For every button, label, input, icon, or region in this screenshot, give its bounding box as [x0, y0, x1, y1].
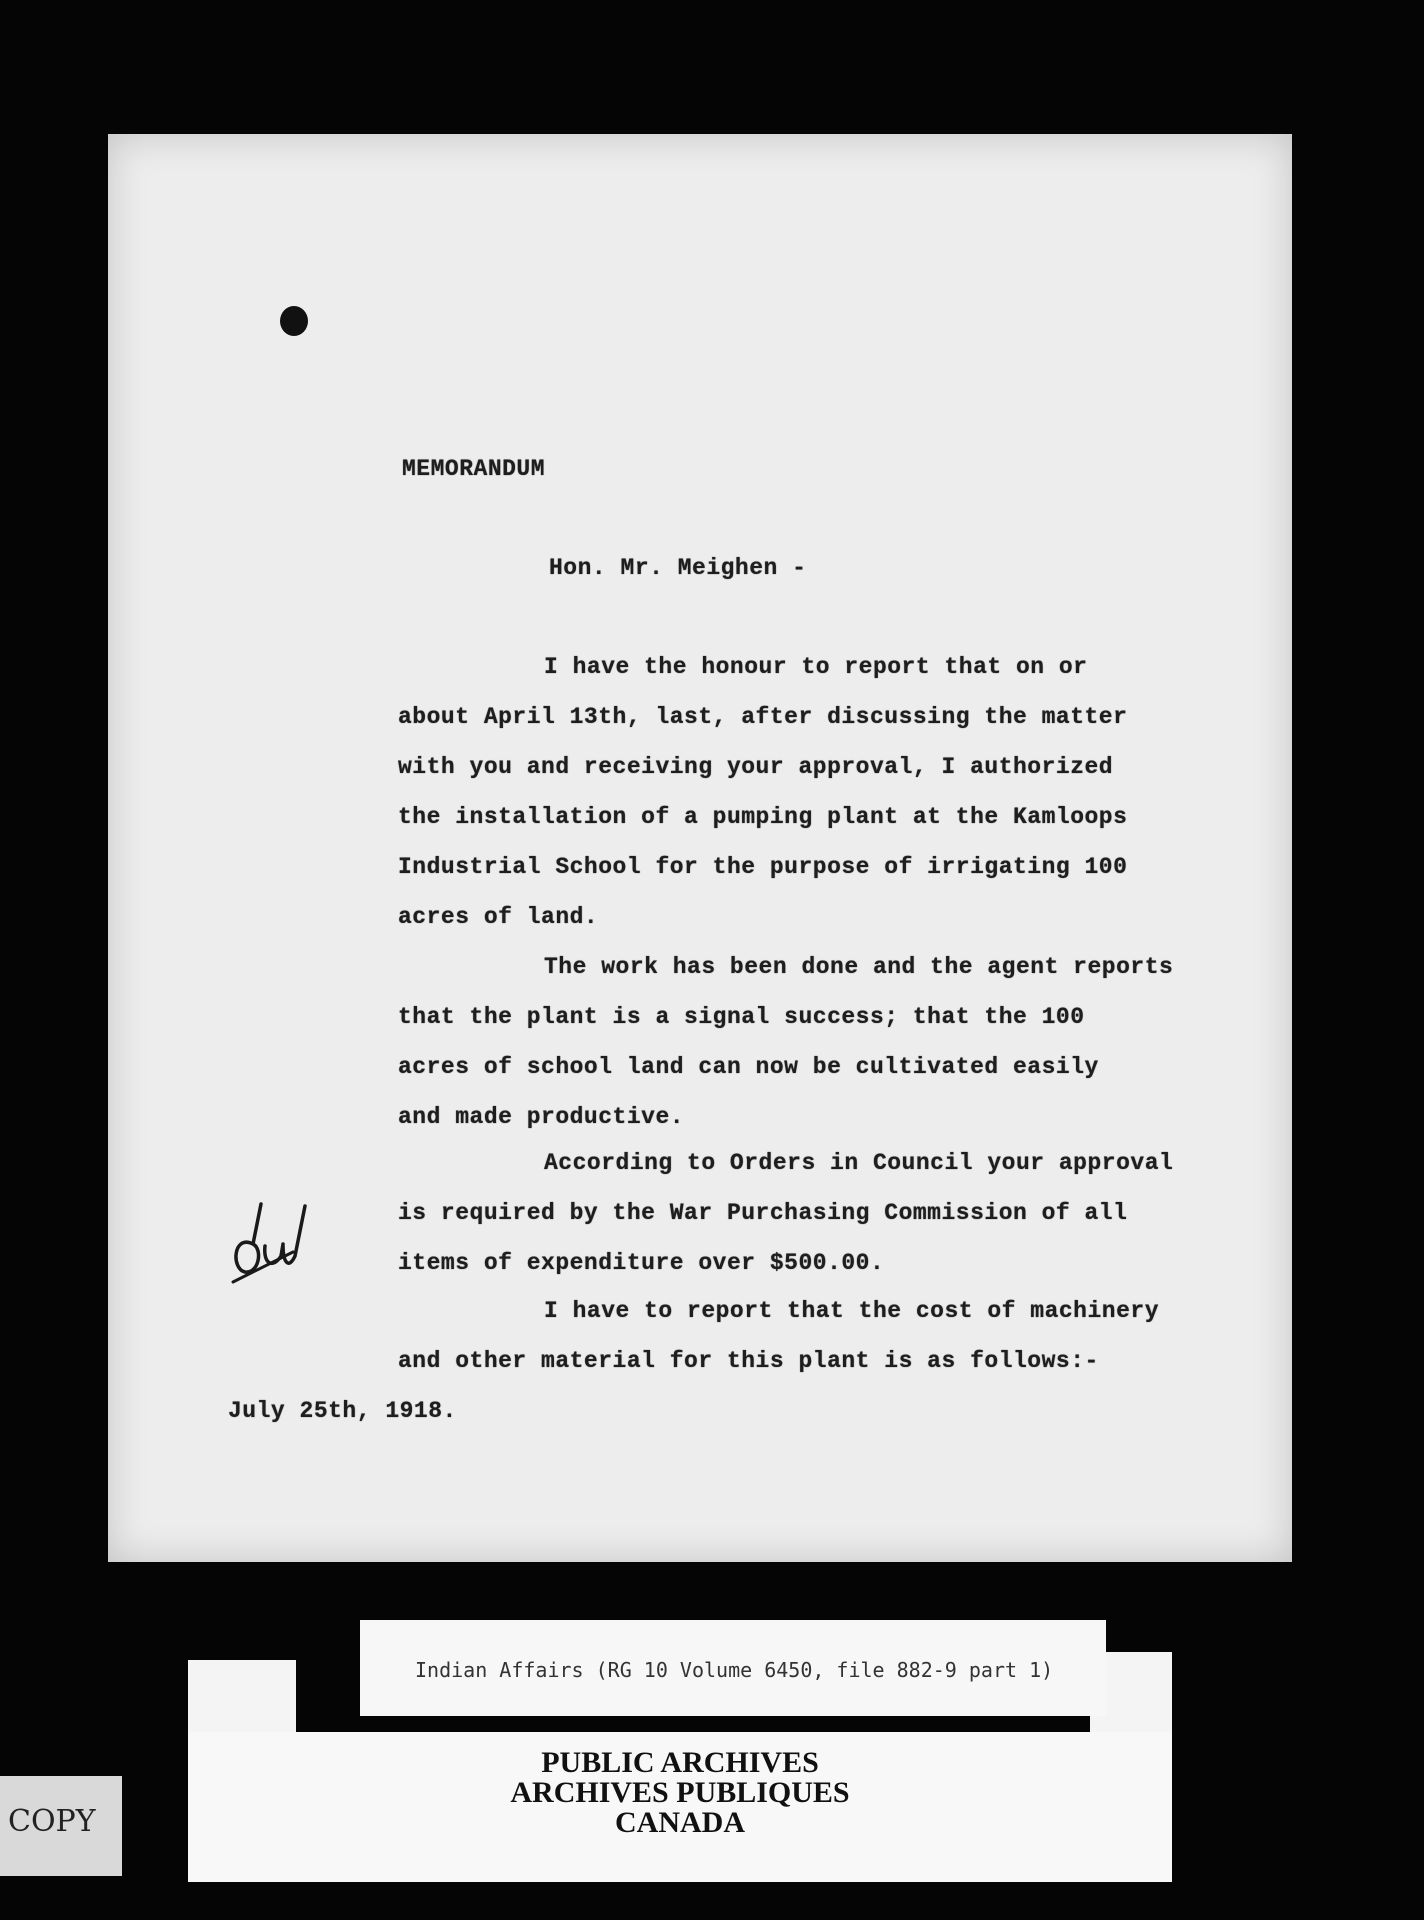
paragraph-line: The work has been done and the agent reports [544, 954, 1174, 980]
paragraph-line: I have the honour to report that on or [544, 654, 1088, 680]
paragraph-line: with you and receiving your approval, I authorized [398, 754, 1114, 780]
memo-date: July 25th, 1918. [228, 1398, 457, 1424]
stamp-line: CANADA [615, 1806, 745, 1839]
paragraph-line: that the plant is a signal success; that the 100 [398, 1004, 1085, 1030]
paragraph-line: items of expenditure over $500.00. [398, 1250, 885, 1276]
paragraph-line: According to Orders in Council your approval [544, 1150, 1174, 1176]
paragraph-line: is required by the War Purchasing Commission of all [398, 1200, 1128, 1226]
paragraph-line: and made productive. [398, 1104, 685, 1130]
memo-paragraph-3 [398, 1138, 1198, 1288]
handwritten-initials [223, 1194, 323, 1284]
paragraph-line: about April 13th, last, after discussing the matter [398, 704, 1128, 730]
punch-hole [280, 306, 308, 336]
paragraph-line: and other material for this plant is as follows:- [398, 1348, 1099, 1374]
archive-label-left [188, 1660, 296, 1738]
memo-page [108, 134, 1292, 1562]
archive-stamp [188, 1732, 1172, 1882]
memo-paragraph-1 [398, 642, 1198, 942]
stamp-line: ARCHIVES PUBLIQUES [510, 1776, 850, 1809]
memo-heading: MEMORANDUM [402, 456, 546, 482]
memo-paragraph-4 [398, 1286, 1198, 1386]
archive-reference: Indian Affairs (RG 10 Volume 6450, file 882-9 part 1) [415, 1658, 1054, 1682]
paragraph-line: I have to report that the cost of machinery [544, 1298, 1159, 1324]
copy-tag-text: COPY [8, 1804, 96, 1839]
paragraph-line: acres of land. [398, 904, 599, 930]
memo-paragraph-2 [398, 942, 1198, 1142]
stamp-line: PUBLIC ARCHIVES [541, 1746, 819, 1779]
copy-tag [0, 1776, 122, 1876]
paragraph-line: acres of school land can now be cultivated easily [398, 1054, 1099, 1080]
memo-salutation: Hon. Mr. Meighen - [549, 555, 807, 581]
archive-reference-label [360, 1620, 1106, 1716]
paragraph-line: the installation of a pumping plant at the Kamloops [398, 804, 1128, 830]
paragraph-line: Industrial School for the purpose of irrigating 100 [398, 854, 1128, 880]
